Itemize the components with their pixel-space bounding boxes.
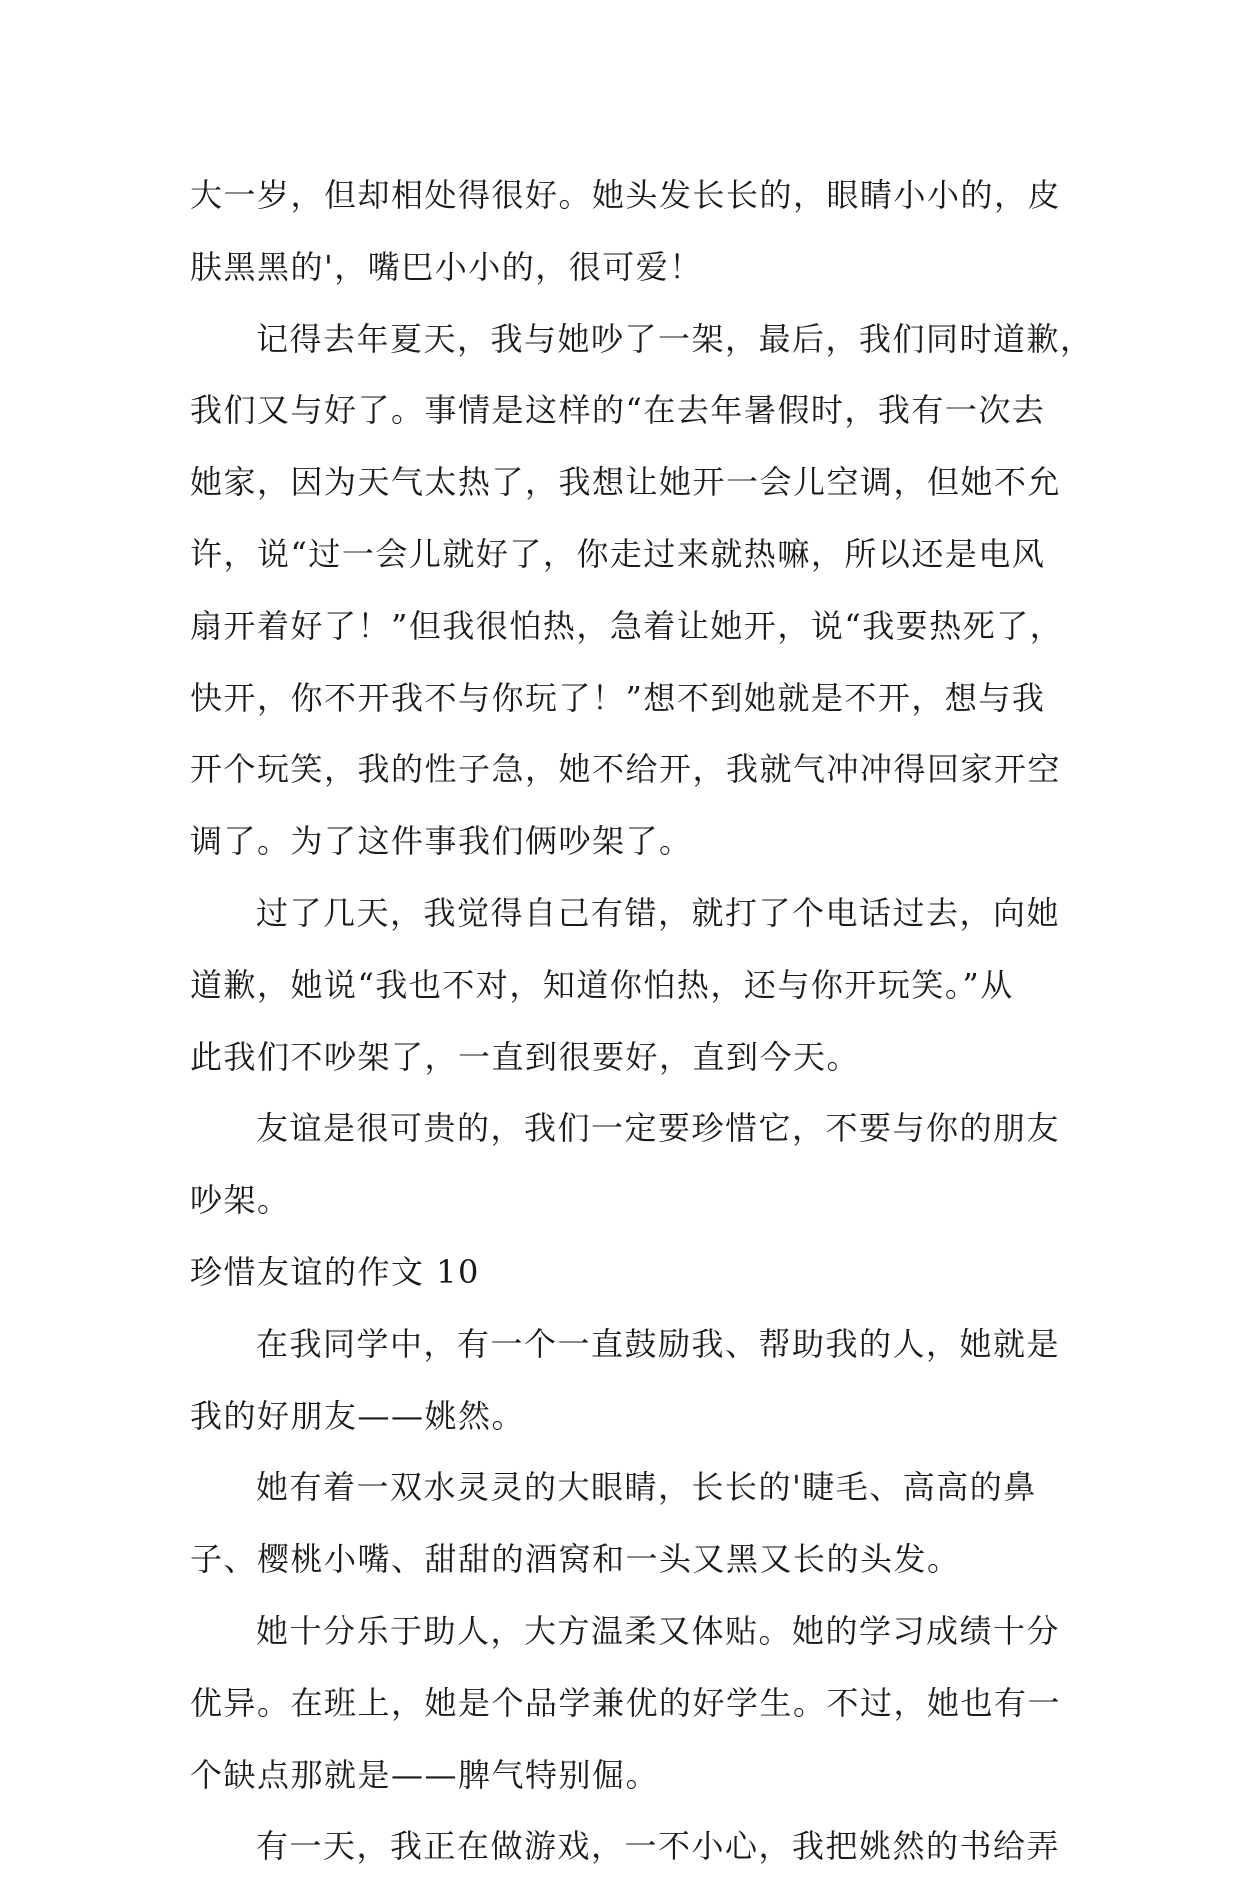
text-line: 开个玩笑，我的性子急，她不给开，我就气冲冲得回家开空 [190,750,1062,789]
document-body [190,160,1094,1883]
text-line: 道歉，她说“我也不对，知道你怕热，还与你开玩笑。”从 [190,965,1014,1004]
text-line: 子、樱桃小嘴、甜甜的酒窝和一头又黑又长的头发。 [190,1540,961,1579]
text-line: 我的好朋友——姚然。 [190,1396,526,1435]
text-line: 优异。在班上，她是个品学兼优的好学生。不过，她也有一 [190,1683,1062,1722]
text-line: 个缺点那就是——脾气特别倔。 [190,1755,660,1794]
text-line: 许，说“过一会儿就好了，你走过来就热嘛，所以还是电风 [190,534,1046,573]
text-line: 有一天，我正在做游戏，一不小心，我把姚然的书给弄 [256,1827,1061,1866]
text-line: 大一岁，但却相处得很好。她头发长长的，眼睛小小的，皮 [190,176,1062,214]
text-line: 快开，你不开我不与你玩了！”想不到她就是不开，想与我 [190,678,1046,717]
text-line: 肤黑黑的'，嘴巴小小的，很可爱！ [190,247,703,286]
text-line: 我们又与好了。事情是这样的“在去年暑假时，我有一次去 [190,391,1046,430]
text-line: 调了。为了这件事我们俩吵架了。 [190,822,693,861]
text-line: 扇开着好了！”但我很怕热，急着让她开，说“我要热死了， [190,606,1064,645]
text-line: 吵架。 [190,1181,291,1220]
text-line: 记得去年夏天，我与她吵了一架，最后，我们同时道歉， [256,319,1094,358]
text-line: 友谊是很可贵的，我们一定要珍惜它，不要与你的朋友 [256,1109,1061,1148]
text-line: 她十分乐于助人，大方温柔又体贴。她的学习成绩十分 [256,1611,1061,1650]
text-line: 珍惜友谊的作文 10 [190,1252,480,1291]
text-line: 此我们不吵架了，一直到很要好，直到今天。 [190,1037,861,1076]
text-line: 她家，因为天气太热了，我想让她开一会儿空调，但她不允 [190,463,1062,502]
text-line: 在我同学中，有一个一直鼓励我、帮助我的人，她就是 [256,1324,1061,1363]
text-line: 过了几天，我觉得自己有错，就打了个电话过去，向她 [256,893,1061,932]
text-line: 她有着一双水灵灵的大眼睛，长长的'睫毛、高高的鼻 [256,1468,1037,1507]
